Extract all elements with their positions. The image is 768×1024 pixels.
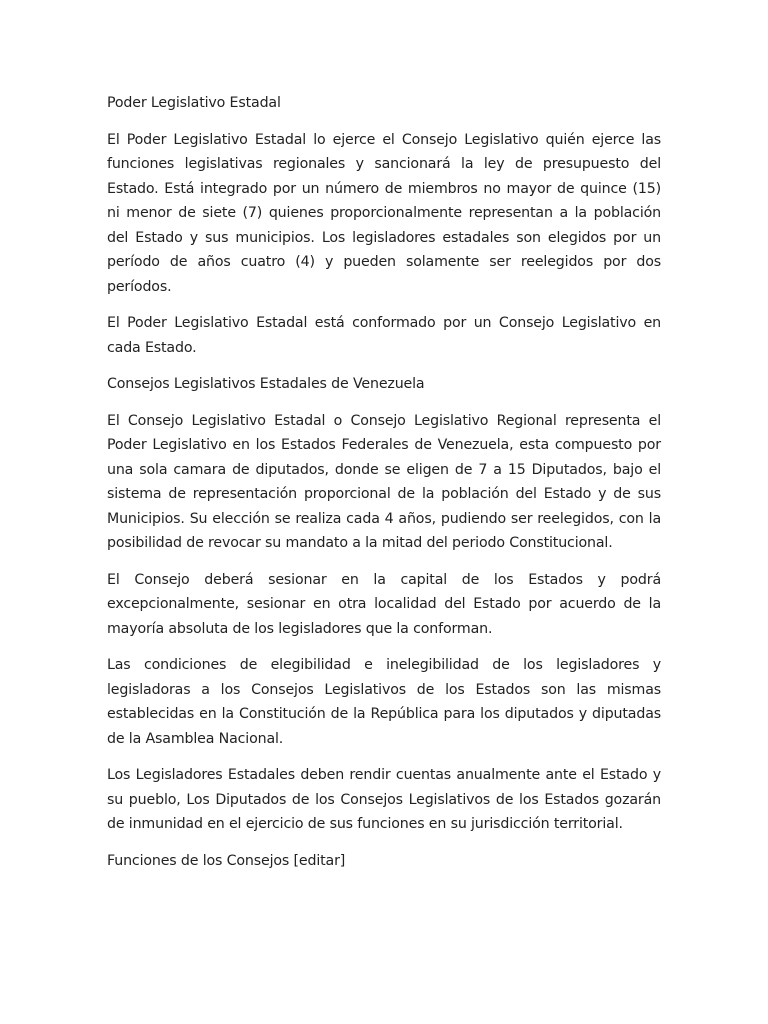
paragraph-conformacion: El Poder Legislativo Estadal está conformado por un Consejo Legislativo en cada Estado. (107, 315, 661, 356)
paragraph-rendicion-cuentas: Los Legisladores Estadales deben rendir cuentas anualmente ante el Estado y su pueblo, Los Diputados de los Consejos Legislativos de los Estados gozarán de inmunidad en el ejercicio de sus funciones en su jurisdicción territorial. (107, 767, 661, 832)
paragraph-elegibilidad: Las condiciones de elegibilidad e inelegibilidad de los legisladores y legisladoras a los Consejos Legislativos de los Estados son las mismas establecidas en la Constitución de la República para los diputados y diputadas de la Asamblea Nacional. (107, 657, 661, 747)
section-heading-consejos-venezuela: Consejos Legislativos Estadales de Venezuela (107, 376, 425, 392)
paragraph-consejo-legislativo-intro: El Poder Legislativo Estadal lo ejerce el Consejo Legislativo quién ejerce las funciones legislativas regionales y sancionará la ley de presupuesto del Estado. Está integrado por un número de miembros no mayor de quince (15) ni menor de siete (7) quienes proporcionalmente representan a la población del Estado y sus municipios. Los legisladores estadales son elegidos por un período de años cuatro (4) y pueden solamente ser reelegidos por dos períodos. (107, 131, 661, 295)
paragraph-sesiones: El Consejo deberá sesionar en la capital de los Estados y podrá excepcionalmente, sesionar en otra localidad del Estado por acuerdo de la mayoría absoluta de los legisladores que la conforman. (107, 571, 661, 637)
section-heading-poder-legislativo: Poder Legislativo Estadal (107, 95, 281, 111)
section-heading-funciones: Funciones de los Consejos [editar] (107, 852, 346, 869)
document-page (107, 91, 661, 885)
paragraph-consejo-regional: El Consejo Legislativo Estadal o Consejo Legislativo Regional representa el Poder Legislativo en los Estados Federales de Venezuela, esta compuesto por una sola camara de diputados, donde se eligen de 7 a 15 Diputados, bajo el sistema de representación proporcional de la población del Estado y de sus Municipios. Su elección se realiza cada 4 años, pudiendo ser reelegidos, con la posibilidad de revocar su mandato a la mitad del periodo Constitucional. (107, 412, 661, 551)
